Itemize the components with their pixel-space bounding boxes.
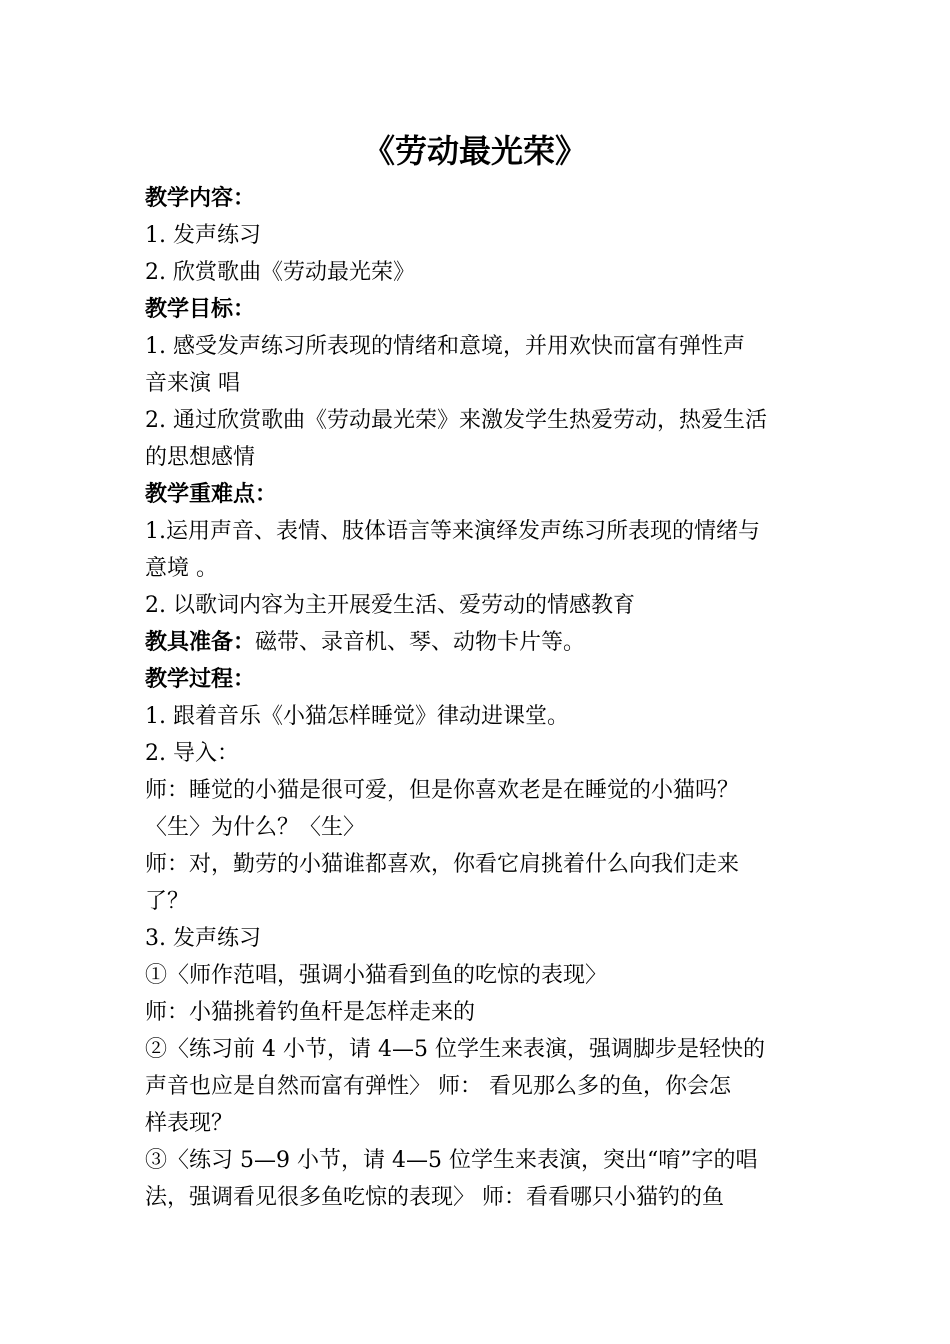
heading-teaching-process: 教学过程： — [145, 667, 256, 692]
goal-1-line-1: 1. 感受发声练习所表现的情绪和意境，并用欢快而富有弹性声 — [145, 334, 745, 359]
goal-1-line-2: 音来演 唱 — [145, 371, 240, 396]
exercise-note-2-line-3: 样表现？ — [145, 1111, 234, 1136]
teacher-line-3: 师：小猫挑着钓鱼杆是怎样走来的 — [145, 1000, 476, 1025]
exercise-note-2-line-1: ②〈练习前 4 小节，请 4—5 位学生来表演，强调脚步是轻快的 — [145, 1037, 765, 1062]
exercise-note-1: ①〈师作范唱，强调小猫看到鱼的吃惊的表现〉 — [145, 963, 608, 988]
key-point-2: 2. 以歌词内容为主开展爱生活、爱劳动的情感教育 — [145, 593, 635, 618]
heading-key-points: 教学重难点： — [145, 482, 278, 507]
process-step-2: 2. 导入： — [145, 741, 239, 766]
key-point-1-line-1: 1.运用声音、表情、肢体语言等来演绎发声练习所表现的情绪与 — [145, 519, 760, 544]
key-point-1-line-2: 意境 。 — [145, 556, 218, 581]
teacher-line-2-part-2: 了？ — [145, 889, 190, 914]
teaching-aids-value: 磁带、录音机、琴、动物卡片等。 — [255, 630, 586, 655]
content-item-1: 1. 发声练习 — [145, 223, 261, 248]
teacher-line-2-part-1: 师：对，勤劳的小猫谁都喜欢，你看它肩挑着什么向我们走来 — [145, 852, 740, 877]
teacher-line-1: 师：睡觉的小猫是很可爱，但是你喜欢老是在睡觉的小猫吗？ — [145, 778, 740, 803]
student-response-1: 〈生〉为什么？〈生〉 — [145, 815, 366, 840]
content-item-2: 2. 欣赏歌曲《劳动最光荣》 — [145, 260, 415, 285]
process-step-1: 1. 跟着音乐《小猫怎样睡觉》律动进课堂。 — [145, 704, 569, 729]
exercise-note-3-line-1: ③〈练习 5—9 小节，请 4—5 位学生来表演，突出“唷”字的唱 — [145, 1148, 758, 1173]
teaching-aids — [145, 628, 815, 658]
exercise-note-3-line-2: 法，强调看见很多鱼吃惊的表现〉 师：看看哪只小猫钓的鱼 — [145, 1185, 724, 1210]
heading-teaching-content: 教学内容： — [145, 186, 256, 211]
process-step-3: 3. 发声练习 — [145, 926, 261, 951]
goal-2-line-1: 2. 通过欣赏歌曲《劳动最光荣》来激发学生热爱劳动，热爱生活 — [145, 408, 767, 433]
document-title: 《劳动最光荣》 — [362, 132, 587, 170]
goal-2-line-2: 的思想感情 — [145, 445, 256, 470]
teaching-aids-label: 教具准备： — [145, 630, 256, 655]
exercise-note-2-line-2: 声音也应是自然而富有弹性〉 师： 看见那么多的鱼，你会怎 — [145, 1074, 731, 1099]
heading-teaching-goals: 教学目标： — [145, 297, 256, 322]
